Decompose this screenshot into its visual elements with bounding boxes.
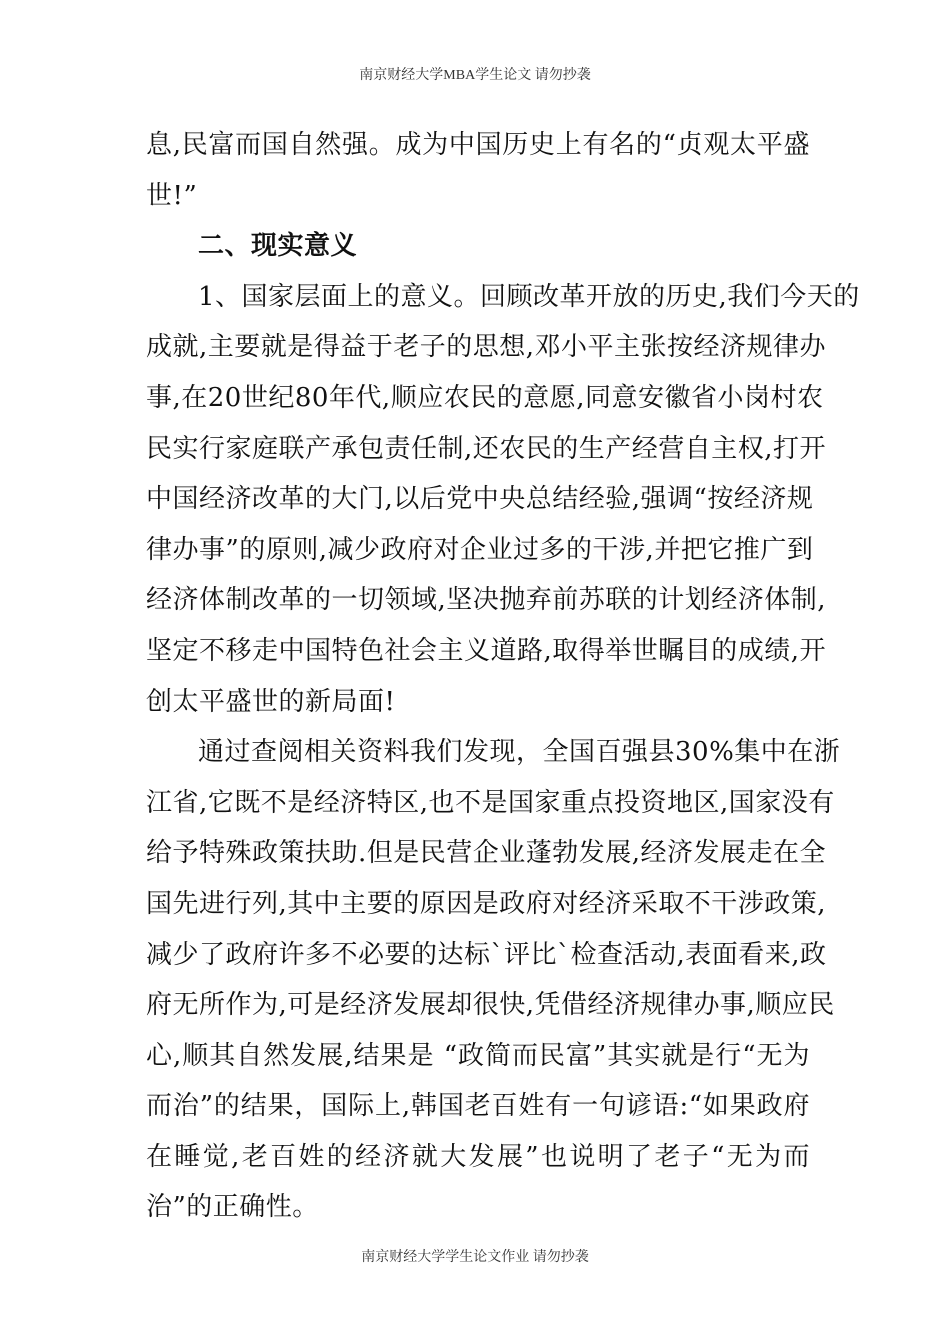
paragraph-line: 创太平盛世的新局面!	[146, 686, 396, 717]
paragraph-line: 府无所作为,可是经济发展却很快,凭借经济规律办事,顺应民	[146, 990, 835, 1021]
paragraph-line: 减少了政府许多不必要的达标`评比`检查活动,表面看来,政	[146, 939, 827, 970]
paragraph-line: 国先进行列,其中主要的原因是政府对经济采取不干涉政策,	[146, 888, 827, 919]
paragraph-line: 1、国家层面上的意义。回顾改革开放的历史,我们今天的	[198, 281, 860, 312]
paragraph-line: 坚定不移走中国特色社会主义道路,取得举世瞩目的成绩,开	[146, 635, 827, 666]
page-footer: 南京财经大学学生论文作业 请勿抄袭	[361, 1250, 589, 1265]
paragraph-line: 中国经济改革的大门,以后党中央总结经验,强调“按经济规	[146, 484, 814, 515]
section-heading: 二、现实意义	[198, 231, 358, 262]
paragraph-line: 民实行家庭联产承包责任制,还农民的生产经营自主权,打开	[146, 433, 827, 464]
paragraph-line: 息,民富而国自然强。成为中国历史上有名的“贞观太平盛	[146, 130, 810, 160]
paragraph-line: 而治”的结果，国际上,韩国老百姓有一句谚语:“如果政府	[146, 1091, 810, 1122]
paragraph-line: 事,在20世纪80年代,顺应农民的意愿,同意安徽省小岗村农	[146, 382, 824, 413]
paragraph-line: 在睡觉,老百姓的经济就大发展”也说明了老子“无为而	[146, 1141, 810, 1172]
paragraph-line: 经济体制改革的一切领域,坚决抛弃前苏联的计划经济体制,	[146, 585, 827, 616]
paragraph-line: 律办事”的原则,减少政府对企业过多的干涉,并把它推广到	[146, 534, 814, 565]
paragraph-line: 给予特殊政策扶助.但是民营企业蓬勃发展,经济发展走在全	[146, 838, 827, 869]
paragraph-line: 成就,主要就是得益于老子的思想,邓小平主张按经济规律办	[146, 332, 827, 363]
paragraph-line: 江省,它既不是经济特区,也不是国家重点投资地区,国家没有	[146, 787, 835, 818]
paragraph-line: 通过查阅相关资料我们发现，全国百强县30%集中在浙	[198, 737, 841, 768]
paragraph-line: 世!”	[146, 180, 198, 211]
paragraph-line: 心,顺其自然发展,结果是 “政简而民富”其实就是行“无为	[146, 1040, 810, 1071]
paragraph-line: 治”的正确性。	[146, 1192, 319, 1223]
document-body	[146, 120, 860, 1233]
page-header: 南京财经大学MBA学生论文 请勿抄袭	[359, 68, 591, 83]
